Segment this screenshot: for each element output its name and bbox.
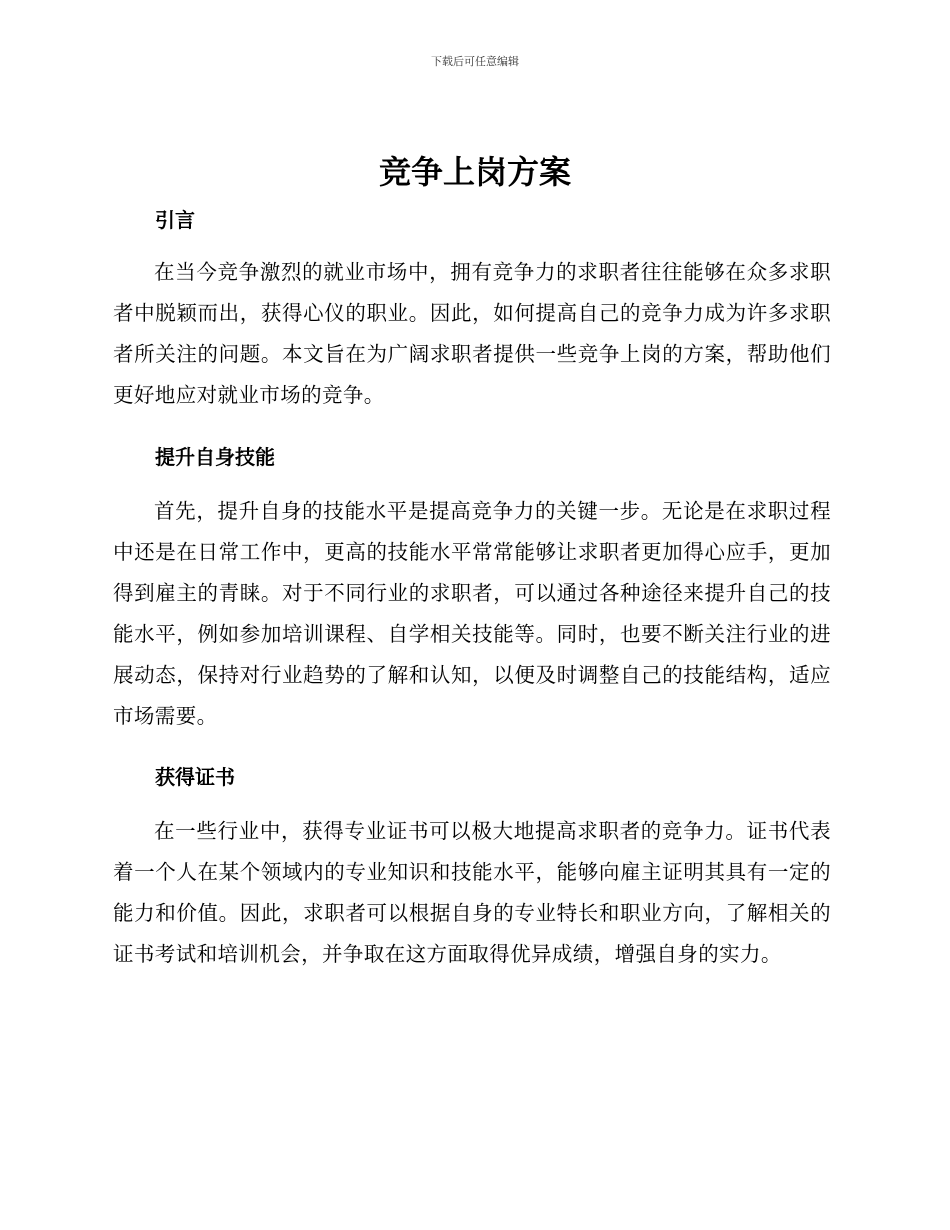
header-note: 下载后可任意编辑 — [431, 55, 519, 68]
document-title: 竞争上岗方案 — [378, 153, 571, 191]
section-body-certificates: 在一些行业中，获得专业证书可以极大地提高求职者的竞争力。证书代表着一个人在某个领域内的专业知识和技能水平，能够向雇主证明其具有一定的能力和价值。因此，求职者可以根据自身的专业特长和职业方向，了解相关的证书考试和培训机会，并争取在这方面取得优异成绩，增强自身的实力。 — [113, 819, 831, 966]
section-heading-skills: 提升自身技能 — [155, 445, 275, 469]
section-body-intro: 在当今竞争激烈的就业市场中，拥有竞争力的求职者往往能够在众多求职者中脱颖而出，获得心仪的职业。因此，如何提高自己的竞争力成为许多求职者所关注的问题。本文旨在为广阔求职者提供一些竞争上岗的方案，帮助他们更好地应对就业市场的竞争。 — [113, 260, 831, 407]
section-body-skills: 首先，提升自身的技能水平是提高竞争力的关键一步。无论是在求职过程中还是在日常工作中，更高的技能水平常常能够让求职者更加得心应手，更加得到雇主的青睐。对于不同行业的求职者，可以通过各种途径来提升自己的技能水平，例如参加培训课程、自学相关技能等。同时，也要不断关注行业的进展动态，保持对行业趋势的了解和认知，以便及时调整自己的技能结构，适应市场需要。 — [113, 499, 831, 728]
section-heading-certificates: 获得证书 — [155, 765, 235, 789]
section-heading-intro: 引言 — [155, 208, 195, 232]
